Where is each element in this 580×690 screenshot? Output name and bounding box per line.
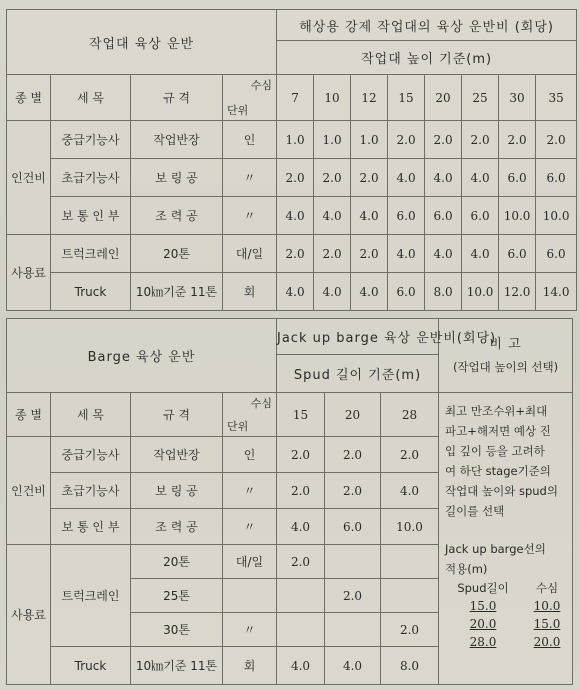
value-cell: 6.0 xyxy=(499,159,536,197)
value-cell: 2.0 xyxy=(277,473,325,509)
remark-line: 최고 만조수위+최대 xyxy=(445,404,548,418)
remark-line: 여 하단 stage기준의 xyxy=(445,464,551,478)
value-cell: 8.0 xyxy=(381,647,439,685)
value-cell: 6.0 xyxy=(462,197,499,235)
top-sub-title: 작업대 높이 기준(m) xyxy=(277,41,577,75)
header-item: 세 목 xyxy=(51,393,131,437)
spud-length-value: 20.0 xyxy=(469,617,497,631)
category-labor: 인건비 xyxy=(7,121,51,235)
unit-cell: 대/일 xyxy=(223,235,277,273)
value-cell: 4.0 xyxy=(425,235,462,273)
value-cell: 4.0 xyxy=(277,197,314,235)
value-cell xyxy=(381,545,439,579)
value-cell: 12.0 xyxy=(499,273,536,311)
spec-cell: 20톤 xyxy=(131,235,223,273)
value-cell: 1.0 xyxy=(277,121,314,159)
header-unit-depth xyxy=(223,393,277,437)
spec-cell: 조 력 공 xyxy=(131,509,223,545)
header-unit-depth xyxy=(223,75,277,121)
header-item: 세 목 xyxy=(51,75,131,121)
depth-value: 15.0 xyxy=(533,617,561,631)
value-cell: 4.0 xyxy=(425,159,462,197)
unit-cell: 회 xyxy=(223,647,277,685)
header-spec: 규 격 xyxy=(131,75,223,121)
value-cell: 10.0 xyxy=(462,273,499,311)
spec-cell: 작업반장 xyxy=(131,437,223,473)
spec-cell: 25톤 xyxy=(131,579,223,613)
remark-body xyxy=(439,393,573,685)
header-category: 종 별 xyxy=(7,393,51,437)
remark-title: 비 고 xyxy=(489,336,522,352)
header-unit-label: 단위 xyxy=(227,420,249,433)
depth-header: 25 xyxy=(462,75,499,121)
unit-cell: 대/일 xyxy=(223,545,277,579)
value-cell: 4.0 xyxy=(314,273,351,311)
header-unit-label: 단위 xyxy=(227,104,249,117)
value-cell xyxy=(277,579,325,613)
value-cell: 4.0 xyxy=(277,647,325,685)
header-category: 종 별 xyxy=(7,75,51,121)
value-cell: 4.0 xyxy=(388,235,425,273)
remark-line: 길이를 선택 xyxy=(445,504,505,518)
unit-cell xyxy=(223,579,277,613)
header-spec: 규 격 xyxy=(131,393,223,437)
value-cell: 6.0 xyxy=(499,235,536,273)
item-cell: 보 통 인 부 xyxy=(51,197,131,235)
remark-line: Jack up barge선의 xyxy=(445,542,546,556)
unit-cell: 회 xyxy=(223,273,277,311)
remark-line: 파고+해저면 예상 진 xyxy=(445,424,551,438)
value-cell: 6.0 xyxy=(536,235,577,273)
value-cell: 6.0 xyxy=(388,197,425,235)
item-cell: Truck xyxy=(51,647,131,685)
value-cell: 2.0 xyxy=(381,437,439,473)
value-cell: 2.0 xyxy=(425,121,462,159)
unit-cell: 인 xyxy=(223,121,277,159)
value-cell: 4.0 xyxy=(314,197,351,235)
unit-cell: 〃 xyxy=(223,197,277,235)
value-cell: 4.0 xyxy=(462,235,499,273)
value-cell: 10.0 xyxy=(381,509,439,545)
item-cell: 초급기능사 xyxy=(51,473,131,509)
value-cell: 4.0 xyxy=(325,647,381,685)
remark-header xyxy=(439,319,573,393)
header-depth-label: 수심 xyxy=(250,397,272,410)
value-cell: 4.0 xyxy=(351,197,388,235)
remark-line: 작업대 높이와 spud의 xyxy=(445,484,558,498)
value-cell: 6.0 xyxy=(536,159,577,197)
depth-header: 30 xyxy=(499,75,536,121)
spec-cell: 조 력 공 xyxy=(131,197,223,235)
bottom-group-title: Jack up barge 육상 운반비(회당) xyxy=(277,319,439,355)
value-cell: 4.0 xyxy=(277,273,314,311)
value-cell: 2.0 xyxy=(351,235,388,273)
spec-cell: 10㎞기준 11톤 xyxy=(131,273,223,311)
depth-header: 수심 xyxy=(535,581,559,595)
value-cell: 1.0 xyxy=(351,121,388,159)
value-cell: 2.0 xyxy=(462,121,499,159)
value-cell xyxy=(325,613,381,647)
value-cell: 2.0 xyxy=(325,579,381,613)
item-cell: 트럭크레인 xyxy=(51,545,131,647)
depth-value: 10.0 xyxy=(533,599,561,613)
bottom-section-title: Barge 육상 운반 xyxy=(7,319,277,393)
value-cell xyxy=(277,613,325,647)
bottom-cost-table xyxy=(6,318,573,685)
value-cell: 2.0 xyxy=(277,235,314,273)
value-cell xyxy=(325,545,381,579)
category-labor: 인건비 xyxy=(7,437,51,545)
depth-header: 28 xyxy=(381,393,439,437)
spec-cell: 10㎞기준 11톤 xyxy=(131,647,223,685)
unit-cell: 〃 xyxy=(223,159,277,197)
value-cell: 2.0 xyxy=(351,159,388,197)
value-cell: 2.0 xyxy=(325,437,381,473)
top-section-title: 작업대 육상 운반 xyxy=(7,10,277,75)
spec-cell: 보 링 공 xyxy=(131,159,223,197)
value-cell: 4.0 xyxy=(462,159,499,197)
value-cell: 2.0 xyxy=(536,121,577,159)
value-cell: 2.0 xyxy=(314,235,351,273)
unit-cell: 〃 xyxy=(223,509,277,545)
value-cell: 10.0 xyxy=(536,197,577,235)
depth-header: 12 xyxy=(351,75,388,121)
value-cell: 4.0 xyxy=(381,473,439,509)
top-cost-table xyxy=(6,9,577,311)
item-cell: 초급기능사 xyxy=(51,159,131,197)
item-cell: Truck xyxy=(51,273,131,311)
item-cell: 중급기능사 xyxy=(51,121,131,159)
value-cell: 2.0 xyxy=(381,613,439,647)
remark-line: 적용(m) xyxy=(445,562,488,576)
depth-header: 15 xyxy=(277,393,325,437)
value-cell: 6.0 xyxy=(425,197,462,235)
value-cell: 4.0 xyxy=(277,509,325,545)
spec-cell: 작업반장 xyxy=(131,121,223,159)
value-cell: 2.0 xyxy=(277,545,325,579)
spec-cell: 보 링 공 xyxy=(131,473,223,509)
depth-header: 35 xyxy=(536,75,577,121)
unit-cell: 〃 xyxy=(223,473,277,509)
spud-length-value: 28.0 xyxy=(469,635,497,649)
value-cell: 2.0 xyxy=(277,159,314,197)
spec-cell: 20톤 xyxy=(131,545,223,579)
value-cell: 2.0 xyxy=(499,121,536,159)
remark-subtitle: (작업대 높이의 선택) xyxy=(452,359,559,374)
value-cell: 6.0 xyxy=(325,509,381,545)
value-cell: 2.0 xyxy=(325,473,381,509)
item-cell: 보 통 인 부 xyxy=(51,509,131,545)
depth-header: 7 xyxy=(277,75,314,121)
category-usage: 사용료 xyxy=(7,545,51,685)
item-cell: 트럭크레인 xyxy=(51,235,131,273)
unit-cell: 인 xyxy=(223,437,277,473)
bottom-sub-title: Spud 길이 기준(m) xyxy=(277,355,439,393)
depth-header: 20 xyxy=(325,393,381,437)
value-cell: 10.0 xyxy=(499,197,536,235)
depth-header: 10 xyxy=(314,75,351,121)
spud-length-value: 15.0 xyxy=(469,599,497,613)
header-depth-label: 수심 xyxy=(250,79,273,92)
item-cell: 중급기능사 xyxy=(51,437,131,473)
value-cell: 4.0 xyxy=(388,159,425,197)
depth-header: 15 xyxy=(388,75,425,121)
spud-length-header: Spud길이 xyxy=(457,581,509,595)
remark-line: 입 깊이 등을 고려하 xyxy=(445,444,545,458)
unit-cell: 〃 xyxy=(223,613,277,647)
category-usage: 사용료 xyxy=(7,235,51,311)
value-cell: 14.0 xyxy=(536,273,577,311)
value-cell: 2.0 xyxy=(388,121,425,159)
spec-cell: 30톤 xyxy=(131,613,223,647)
value-cell: 2.0 xyxy=(277,437,325,473)
depth-value: 20.0 xyxy=(533,635,561,649)
value-cell: 1.0 xyxy=(314,121,351,159)
value-cell: 2.0 xyxy=(314,159,351,197)
top-group-title: 해상용 강제 작업대의 육상 운반비 (회당) xyxy=(277,10,577,41)
value-cell xyxy=(381,579,439,613)
value-cell: 6.0 xyxy=(388,273,425,311)
value-cell: 8.0 xyxy=(425,273,462,311)
depth-header: 20 xyxy=(425,75,462,121)
spud-depth-mini-table xyxy=(453,579,568,651)
value-cell: 4.0 xyxy=(351,273,388,311)
